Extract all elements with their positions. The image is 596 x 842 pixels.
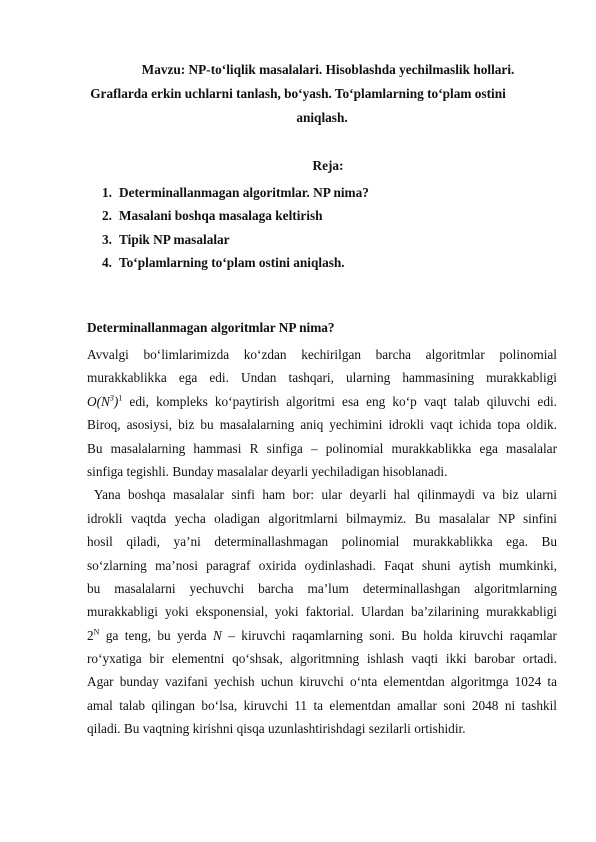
plan-item (102, 206, 369, 229)
plan-item-text: Masalani boshqa masalaga keltirish (119, 208, 323, 224)
plan-item-number: 2. (102, 208, 112, 224)
plan-item (102, 253, 369, 276)
paragraph-1-line: Biroq, asosiysi, biz bu masalalarning aniq yechimini idrokli vaqt ichida topa oldik. (87, 417, 557, 433)
paragraph-1-line-formula: $O(N^3)^1$ edi, kompleks ko‘paytirish algoritmi esa eng ko‘p vaqt talab qiluvchi edi. (87, 393, 557, 409)
paragraph-1-line: murakkablikka ega edi. Undan tashqari, ularning hammasining murakkabligi (87, 370, 557, 386)
paragraph-2-line: Yana boshqa masalalar sinfi ham bor: ular deyarli hal qilinmaydi va biz ularni (87, 487, 557, 503)
plan-item-number: 3. (102, 231, 112, 247)
paragraph-2-line: idrokli vaqtda yecha oladigan algoritmlarni bilmaymiz. Bu masalalar NP sinfini (87, 510, 557, 526)
paragraph-2-line: qiladi. Bu vaqtning kirishni qisqa uzunlashtirishdagi sezilarli ortishidir. (87, 721, 466, 737)
plan-item (102, 183, 369, 206)
plan-item (102, 230, 369, 253)
plan-heading: Reja: (312, 158, 344, 173)
plan-item-number: 4. (102, 255, 112, 271)
plan-item-text: To‘plamlarning to‘plam ostini aniqlash. (119, 255, 345, 271)
document-title-line-2: Graflarda erkin uchlarni tanlash, bo‘yash. To‘plamlarning to‘plam ostini (90, 86, 506, 101)
paragraph-1-line: sinfiga tegishli. Bunday masalalar deyarli yechiladigan hisoblanadi. (87, 463, 448, 479)
document-title-line-1: Mavzu: NP-to‘liqlik masalalari. Hisoblashda yechilmaslik hollari. (141, 62, 515, 77)
paragraph-2-line: hosil qiladi, ya’ni determinallashmagan polinomial murakkablikka ega. Bu (87, 534, 557, 550)
section-body (87, 343, 557, 741)
footnote-marker: 1 (118, 393, 123, 403)
paragraph-2-line: so‘zlarning ma’nosi paragraf oxirida oydinlashadi. Faqat shuni aytish mumkinki, (87, 557, 557, 573)
complexity-formula: $O(N^3)$ (87, 393, 119, 409)
paragraph-1-line: Bu masalalarning hammasi R sinfiga – polinomial murakkablikka ega masalalar (87, 440, 557, 456)
paragraph-2-line: ro‘yxatiga bir elementni qo‘shsak, algoritmning ishlash vaqti ikki barobar ortadi. (87, 651, 557, 667)
plan-item-number: 1. (102, 185, 112, 200)
paragraph-2-line: amal talab qilingan bo‘lsa, kiruvchi 11 ta elementdan amallar soni 2048 ni tashkil (87, 697, 557, 713)
document-title-line-3: aniqlash. (296, 110, 348, 125)
paragraph-2-line: Agar bunday vazifani yechish uchun kiruvchi o‘nta elementdan algoritmga 1024 ta (87, 674, 557, 690)
plan-item-text: Determinallanmagan algoritmlar. NP nima? (119, 185, 369, 200)
paragraph-2-line-formula: $2^N$ ga teng, bu yerda N – kiruvchi raqamlarning soni. Bu holda kiruvchi raqamlar (87, 627, 557, 643)
paragraph-2-line: bu masalalarni yechuvchi barcha ma’lum determinallashgan algoritmlarning (87, 580, 557, 596)
paragraph-2-line: murakkabligi yoki eksponensial, yoki faktorial. Ulardan ba’zilarining murakkabligi (87, 604, 557, 620)
section-heading: Determinallanmagan algoritmlar NP nima? (87, 320, 335, 335)
plan-item-text: Tipik NP masalalar (119, 231, 230, 247)
plan-list (102, 183, 369, 277)
paragraph-1-line: Avvalgi bo‘limlarimizda ko‘zdan kechirilgan barcha algoritmlar polinomial (87, 347, 557, 362)
